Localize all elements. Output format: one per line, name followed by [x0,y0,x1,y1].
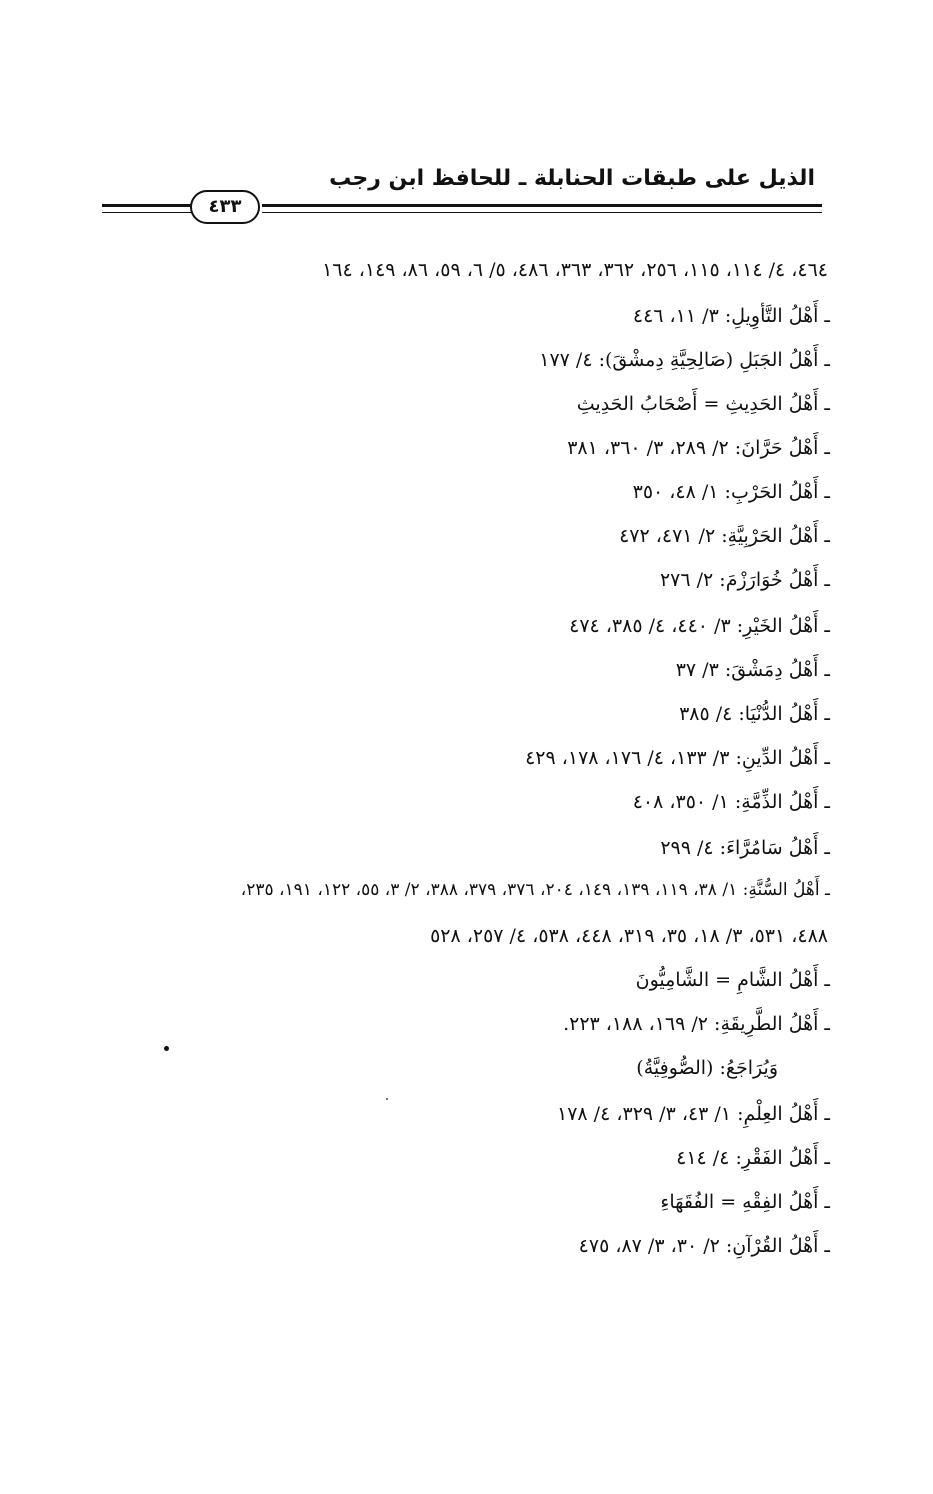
index-entry: ـ أَهْلُ الفِقْهِ = الفُقَهَاءِ [660,1191,830,1213]
index-entry: ـ أَهْلُ الطَّرِيقَةِ: ٢/ ١٦٩، ١٨٨، ٢٢٣. [563,1013,830,1035]
header-rule-left-thin [102,212,192,213]
index-entry: ـ أَهْلُ الدُّنْيَا: ٤/ ٣٨٥ [679,703,830,725]
index-entry: ـ أَهْلُ الحَدِيثِ = أَصْحَابُ الحَدِيثِ [576,393,830,415]
index-entry: ـ أَهْلُ الشَّامِ = الشَّامِيُّونَ [635,969,830,991]
index-entry: ـ أَهْلُ العِلْمِ: ١/ ٤٣، ٣/ ٣٢٩، ٤/ ١٧٨ [557,1103,830,1125]
index-entry: ـ أَهْلُ السُّنَّةِ: ١/ ٣٨، ١١٩، ١٣٩، ١٤٩، ٢٠٤، ٣٧٦، ٣٧٩، ٣٨٨، ٢/ ٣، ٥٥، ١٢٢، ١٩١، ٢٣٥، [240,880,830,900]
index-entry: ـ أَهْلُ الجَبَلِ (صَالِحِيَّةِ دِمشْقَ): ٤/ ١٧٧ [539,349,830,371]
running-header-title: الذيل على طبقات الحنابلة ـ للحافظ ابن رجب [329,166,815,191]
index-continuation-line: ٤٨٨، ٥٣١، ٣/ ١٨، ٣٥، ٣١٩، ٤٤٨، ٥٣٨، ٤/ ٢٥٧، ٥٢٨ [430,925,828,947]
index-entry: ـ أَهْلُ خُوَارَزْمَ: ٢/ ٢٧٦ [659,569,830,591]
header-rule-left-thick [102,204,192,207]
index-cross-reference: وَيُرَاجَعُ: (الصُّوفِيَّةُ) [636,1057,778,1079]
page-number: ٤٣٣ [190,190,260,224]
header-rule-right-thin [262,212,822,213]
index-entry: ـ أَهْلُ الخَيْرِ: ٣/ ٤٤٠، ٤/ ٣٨٥، ٤٧٤ [569,615,830,637]
index-entry: ـ أَهْلُ الحَرْبِ: ١/ ٤٨، ٣٥٠ [632,481,830,503]
index-entry: ـ أَهْلُ التَّأوِيلِ: ٣/ ١١، ٤٤٦ [632,305,830,327]
index-continuation-line: ٤٦٤، ٤/ ١١٤، ١١٥، ٢٥٦، ٣٦٢، ٣٦٣، ٤٨٦، ٥/ ٦، ٥٩، ٨٦، ١٤٩، ١٦٤ [322,259,828,281]
index-entry: ـ أَهْلُ الذِّمَّةِ: ١/ ٣٥٠، ٤٠٨ [632,791,830,813]
index-entry: ـ أَهْلُ القُرْآنِ: ٢/ ٣٠، ٣/ ٨٧، ٤٧٥ [578,1235,830,1257]
index-entry: ـ أَهْلُ الفَقْرِ: ٤/ ٤١٤ [676,1147,830,1169]
index-entry: ـ أَهْلُ حَرَّانَ: ٢/ ٢٨٩، ٣/ ٣٦٠، ٣٨١ [567,437,830,459]
header-rule-right-thick [262,204,822,207]
index-entry: ـ أَهْلُ الحَرْبِيَّةِ: ٢/ ٤٧١، ٤٧٢ [619,525,830,547]
scan-speck [386,1098,388,1100]
ink-dot [164,1046,169,1051]
index-entry: ـ أَهْلُ دِمَشْقَ: ٣/ ٣٧ [675,659,830,681]
index-entry: ـ أَهْلُ سَامُرَّاءَ: ٤/ ٢٩٩ [660,837,830,859]
index-entry: ـ أَهْلُ الدِّينِ: ٣/ ١٣٣، ٤/ ١٧٦، ١٧٨، ٤٢٩ [525,747,830,769]
